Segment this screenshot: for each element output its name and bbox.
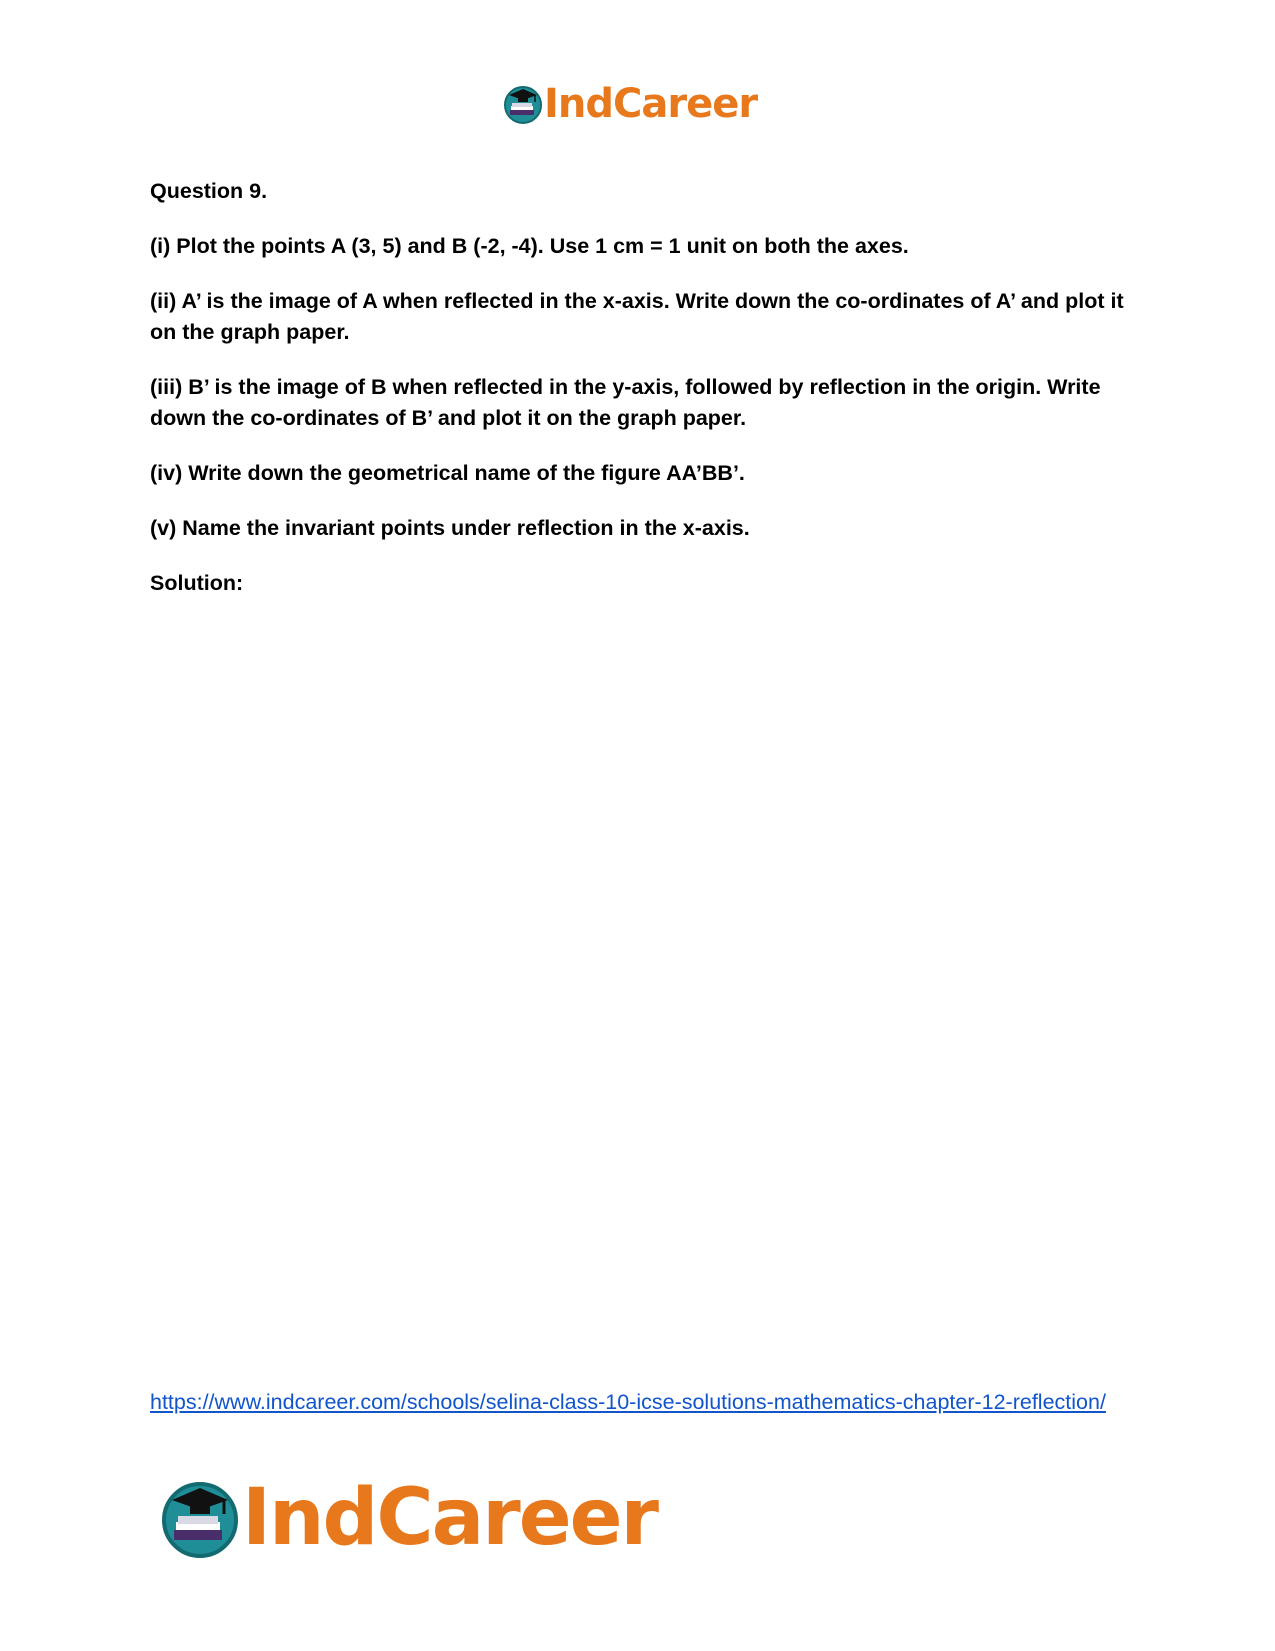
solution-label: Solution: <box>150 571 244 595</box>
question-part-2: (ii) A’ is the image of A when reflected in the x-axis. Write down the co-ordinates of A’ and plot it on the graph paper. <box>150 289 1124 344</box>
question-content <box>150 176 1130 623</box>
source-link[interactable]: https://www.indcareer.com/schools/selina-class-10-icse-solutions-mathematics-chapter-12-reflection/ <box>150 1390 1106 1414</box>
header-logo-text: IndCareer <box>544 81 758 127</box>
question-part-1: (i) Plot the points A (3, 5) and B (-2, -4). Use 1 cm = 1 unit on both the axes. <box>150 234 909 258</box>
question-part-4: (iv) Write down the geometrical name of the figure AA’BB’. <box>150 461 745 485</box>
question-part-3: (iii) B’ is the image of B when reflected in the y-axis, followed by reflection in the origin. Write down the co-ordinates of B’ and plot it on the graph paper. <box>150 375 1101 430</box>
graduation-cap-book-icon <box>160 1478 240 1558</box>
question-title: Question 9. <box>150 179 268 203</box>
graduation-cap-book-icon <box>503 84 543 124</box>
question-part-5: (v) Name the invariant points under reflection in the x-axis. <box>150 516 750 540</box>
header-logo <box>503 78 757 130</box>
footer-logo-text: IndCareer <box>242 1473 657 1563</box>
footer-logo <box>160 1468 657 1568</box>
